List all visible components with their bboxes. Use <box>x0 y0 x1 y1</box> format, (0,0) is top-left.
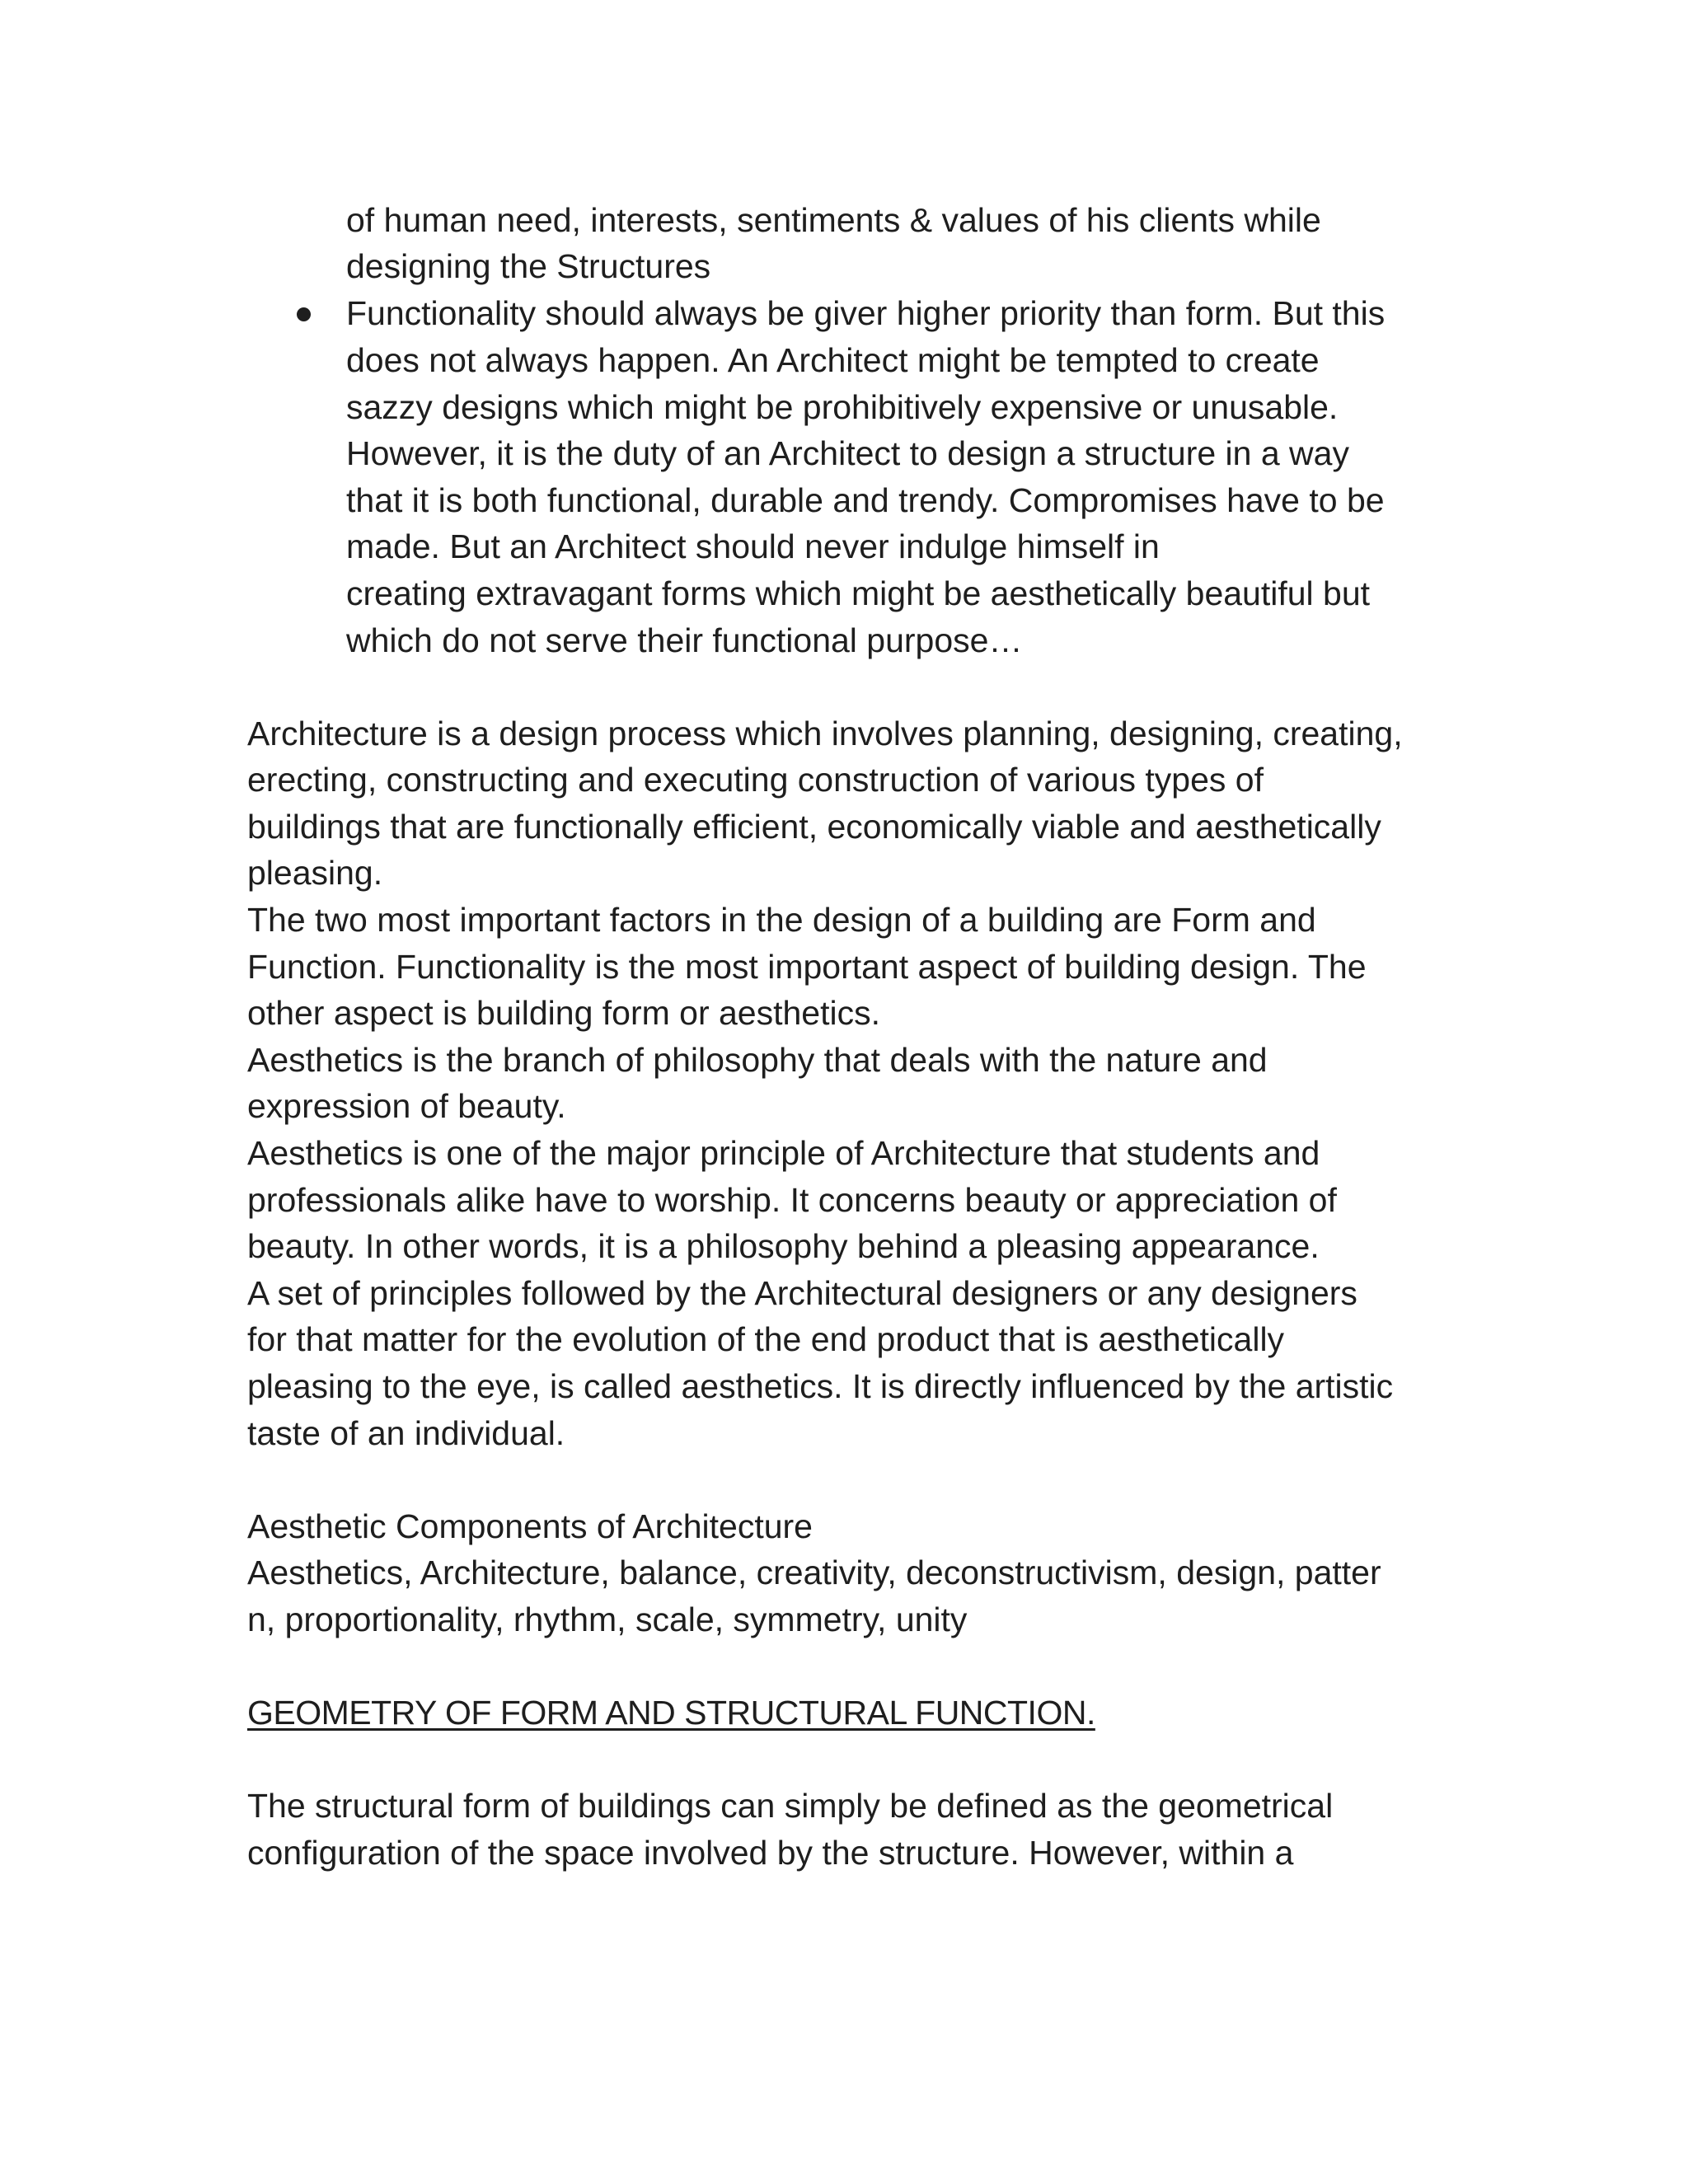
paragraph-line: Function. Functionality is the most important aspect of building design. The <box>247 948 1367 986</box>
closing-line: configuration of the space involved by the structure. However, within a <box>247 1834 1294 1872</box>
continued-item-line: of human need, interests, sentiments & values of his clients while <box>346 201 1321 239</box>
bullet-item-line: Functionality should always be giver higher priority than form. But this <box>346 294 1386 332</box>
bullet-item-line: made. But an Architect should never indulge himself in <box>346 527 1160 565</box>
paragraph-line: A set of principles followed by the Architectural designers or any designers <box>247 1274 1357 1312</box>
paragraph-line: Aesthetics is one of the major principle of Architecture that students and <box>247 1134 1320 1172</box>
bullet-point-icon <box>297 307 311 321</box>
components-line: n, proportionality, rhythm, scale, symmetry, unity <box>247 1601 968 1638</box>
paragraph-line: for that matter for the evolution of the end product that is aesthetically <box>247 1320 1285 1358</box>
paragraph-line: expression of beauty. <box>247 1087 566 1125</box>
paragraph-line: erecting, constructing and executing construction of various types of <box>247 761 1264 799</box>
bullet-item-line: which do not serve their functional purpose… <box>346 621 1023 659</box>
paragraph-line: Aesthetics is the branch of philosophy that deals with the nature and <box>247 1041 1268 1079</box>
section-heading: GEOMETRY OF FORM AND STRUCTURAL FUNCTION. <box>247 1694 1095 1732</box>
paragraph-line: beauty. In other words, it is a philosophy behind a pleasing appearance. <box>247 1227 1320 1265</box>
bullet-item-line: that it is both functional, durable and trendy. Compromises have to be <box>346 481 1385 519</box>
components-title: Aesthetic Components of Architecture <box>247 1507 813 1545</box>
paragraph-line: Architecture is a design process which involves planning, designing, creating, <box>247 715 1403 752</box>
continued-item-line: designing the Structures <box>346 247 711 285</box>
bullet-item-line: sazzy designs which might be prohibitively expensive or unusable. <box>346 388 1339 426</box>
paragraph-line: other aspect is building form or aesthetics. <box>247 994 880 1032</box>
bullet-item-line: creating extravagant forms which might be aesthetically beautiful but <box>346 574 1371 612</box>
paragraph-line: taste of an individual. <box>247 1414 565 1452</box>
paragraph-line: buildings that are functionally efficient, economically viable and aesthetically <box>247 808 1381 846</box>
paragraph-line: The two most important factors in the design of a building are Form and <box>247 901 1316 939</box>
paragraph-line: professionals alike have to worship. It concerns beauty or appreciation of <box>247 1181 1337 1219</box>
bullet-item-line: does not always happen. An Architect might be tempted to create <box>346 341 1320 379</box>
components-line: Aesthetics, Architecture, balance, creativity, deconstructivism, design, patter <box>247 1554 1381 1591</box>
closing-line: The structural form of buildings can simply be defined as the geometrical <box>247 1787 1334 1825</box>
paragraph-line: pleasing. <box>247 854 383 892</box>
paragraph-line: pleasing to the eye, is called aesthetics. It is directly influenced by the artistic <box>247 1367 1394 1405</box>
bullet-item-line: However, it is the duty of an Architect to design a structure in a way <box>346 434 1349 472</box>
